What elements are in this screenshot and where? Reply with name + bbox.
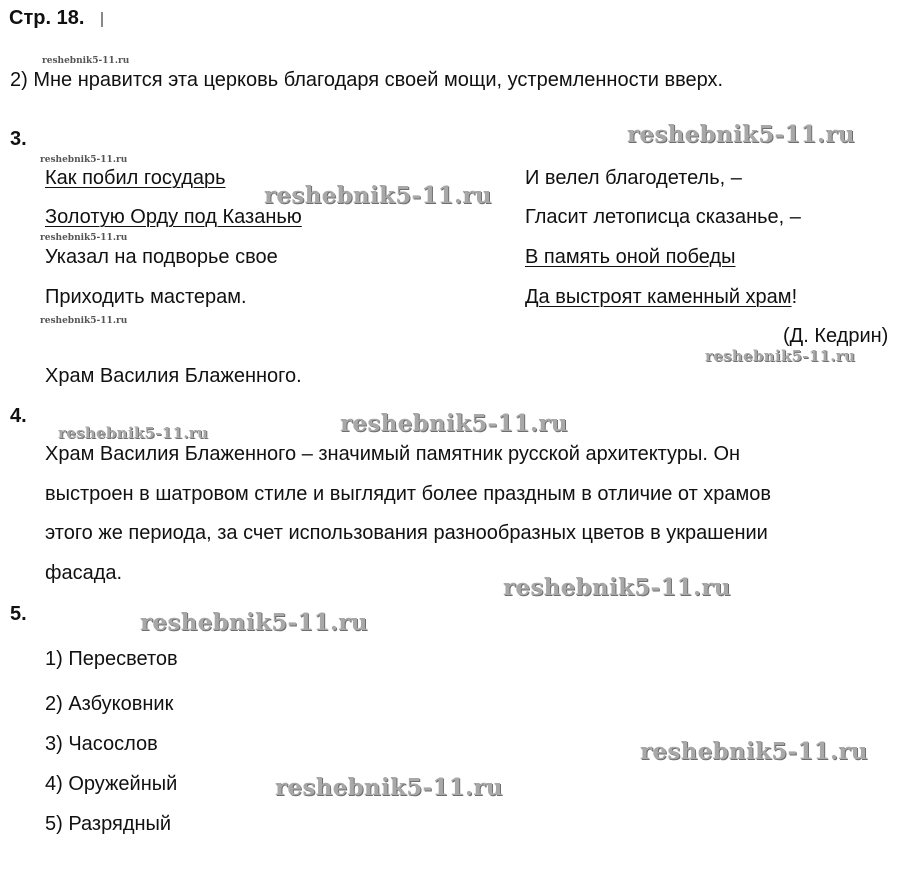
task5-item-4: 4) Оружейный [45, 773, 178, 795]
poem-right-line-4-text: Да выстроят каменный храм [525, 286, 792, 308]
watermark-small: reshebnik5-11.ru [40, 155, 128, 165]
task4-line-4: фасада. [45, 562, 123, 584]
task4-number: 4. [10, 405, 27, 427]
task4-line-3: этого же периода, за счет использования разнообразных цветов в украшении [45, 522, 768, 544]
watermark-large: reshebnik5-11.ru [264, 182, 492, 209]
cursor-mark [101, 12, 103, 27]
page-title: Стр. 18. [9, 7, 85, 29]
task5-item-1: 1) Пересветов [45, 648, 178, 670]
task5-number: 5. [10, 603, 27, 625]
watermark-large: reshebnik5-11.ru [58, 424, 209, 442]
watermark-small: reshebnik5-11.ru [40, 233, 128, 243]
poem-author: (Д. Кедрин) [783, 325, 889, 347]
poem-left-line-1: Как побил государь [45, 167, 226, 189]
poem-right-line-3: В память оной победы [525, 246, 736, 268]
task5-item-3: 3) Часослов [45, 733, 158, 755]
poem-left-line-2: Золотую Орду под Казанью [45, 206, 302, 228]
watermark-large: reshebnik5-11.ru [627, 121, 855, 148]
task3-number: 3. [10, 128, 27, 150]
task5-item-5: 5) Разрядный [45, 813, 172, 835]
watermark-large: reshebnik5-11.ru [503, 574, 731, 601]
watermark-large: reshebnik5-11.ru [640, 738, 868, 765]
watermark-small: reshebnik5-11.ru [40, 316, 128, 326]
poem-left-line-4: Приходить мастерам. [45, 286, 247, 308]
watermark-large: reshebnik5-11.ru [705, 347, 856, 365]
task2-text: 2) Мне нравится эта церковь благодаря своей мощи, устремленности вверх. [10, 69, 724, 91]
poem-left-line-3: Указал на подворье свое [45, 246, 278, 268]
poem-right-line-4-mark: ! [791, 286, 798, 308]
poem-right-line-2: Гласит летописца сказанье, – [525, 206, 801, 228]
watermark-large: reshebnik5-11.ru [140, 609, 368, 636]
task3-answer: Храм Василия Блаженного. [45, 365, 302, 387]
watermark-large: reshebnik5-11.ru [340, 410, 568, 437]
task5-item-2: 2) Азбуковник [45, 693, 174, 715]
poem-right-line-4 [525, 285, 797, 309]
task4-line-1: Храм Василия Блаженного – значимый памятник русской архитектуры. Он [45, 443, 741, 465]
poem-right-line-1: И велел благодетель, – [525, 167, 742, 189]
watermark-small: reshebnik5-11.ru [42, 56, 130, 66]
task4-line-2: выстроен в шатровом стиле и выглядит более праздным в отличие от храмов [45, 483, 772, 505]
watermark-large: reshebnik5-11.ru [275, 774, 503, 801]
